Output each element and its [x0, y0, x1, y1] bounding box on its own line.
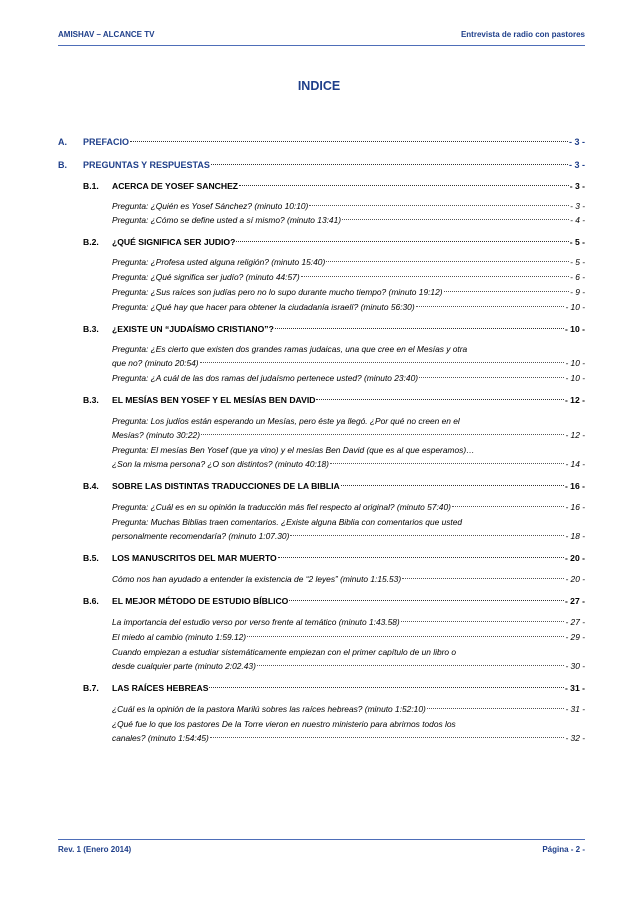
page-number: - 12 -	[564, 395, 585, 405]
toc-subsection[interactable]	[58, 394, 585, 406]
entry-text: canales? (minuto 1:54:45)	[112, 733, 209, 743]
page-number: - 3 -	[570, 201, 585, 211]
dot-leader	[416, 306, 565, 307]
toc-entry[interactable]	[58, 660, 585, 672]
entry-text: La importancia del estudio verso por verso frente al temático (minuto 1:43.58)	[112, 617, 400, 627]
toc-entry[interactable]	[58, 501, 585, 513]
toc-section[interactable]	[58, 136, 585, 148]
dot-leader	[444, 291, 570, 292]
page-number: - 27 -	[565, 617, 585, 627]
subsection-label: ACERCA DE YOSEF SANCHEZ	[112, 181, 239, 191]
entry-text-line: Pregunta: ¿Es cierto que existen dos grandes ramas judaicas, una que cree en el Mesías y otra	[112, 344, 468, 354]
entry-text: Pregunta: ¿A cuál de las dos ramas del judaísmo pertenece usted? (minuto 23:40)	[112, 373, 419, 383]
entry-text: Pregunta: ¿Profesa usted alguna religión? (minuto 15:40)	[112, 257, 326, 267]
subsection-label: EL MESÍAS BEN YOSEF Y EL MESÍAS BEN DAVID	[112, 395, 316, 405]
toc-subsection[interactable]	[58, 236, 585, 248]
table-of-contents	[58, 0, 585, 830]
page-number: - 12 -	[565, 430, 585, 440]
page-number: - 16 -	[564, 481, 585, 491]
page-number: - 20 -	[564, 553, 585, 563]
entry-text-line: Cuando empiezan a estudiar sistemáticamente empiezan con el primer capítulo de un libro o	[112, 647, 457, 657]
dot-leader	[275, 328, 564, 329]
dot-leader	[289, 600, 564, 601]
toc-entry[interactable]	[58, 458, 585, 470]
dot-leader	[341, 485, 564, 486]
page-number: - 14 -	[565, 459, 585, 469]
toc-entry[interactable]	[58, 200, 585, 212]
page-number: - 10 -	[564, 324, 585, 334]
subsection-number: B.2.	[83, 237, 99, 247]
entry-text-line: ¿Qué fue lo que los pastores De la Torre vieron en nuestro ministerio para abrirnos todos los	[112, 719, 456, 729]
subsection-number: B.5.	[83, 553, 99, 563]
subsection-number: B.7.	[83, 683, 99, 693]
dot-leader	[452, 506, 565, 507]
entry-text: Pregunta: ¿Qué hay que hacer para obtener la ciudadanía israelí? (minuto 56:30)	[112, 302, 415, 312]
toc-subsection[interactable]	[58, 323, 585, 335]
subsection-label: ¿EXISTE UN “JUDAÍSMO CRISTIANO”?	[112, 324, 274, 334]
toc-entry[interactable]	[58, 530, 585, 542]
page-number: - 10 -	[565, 302, 585, 312]
footer-page-number: Página - 2 -	[542, 845, 585, 854]
header-right: Entrevista de radio con pastores	[460, 30, 585, 39]
dot-leader	[247, 636, 564, 637]
dot-leader	[257, 665, 565, 666]
page-footer	[58, 839, 585, 854]
section-label: PREFACIO	[83, 137, 130, 147]
entry-text-line: Pregunta: El mesías Ben Yosef (que ya vino) y el mesías Ben David (que es al que esperamos)…	[112, 445, 475, 455]
toc-entry[interactable]	[58, 256, 585, 268]
entry-text: que no? (minuto 20:54)	[112, 358, 199, 368]
page-number: - 20 -	[565, 574, 585, 584]
dot-leader	[209, 687, 563, 688]
entry-text: Pregunta: ¿Cuál es en su opinión la traducción más fiel respecto al original? (minuto 57:40)	[112, 502, 451, 512]
dot-leader	[290, 535, 564, 536]
dot-leader	[419, 377, 564, 378]
page-number: - 3 -	[569, 181, 585, 191]
toc-subsection[interactable]	[58, 552, 585, 564]
dot-leader	[326, 261, 569, 262]
toc-entry[interactable]	[58, 372, 585, 384]
page-number: - 29 -	[565, 632, 585, 642]
page-number: - 32 -	[565, 733, 585, 743]
toc-entry[interactable]	[58, 703, 585, 715]
subsection-label: LAS RAÍCES HEBREAS	[112, 683, 209, 693]
entry-text: El miedo al cambio (minuto 1:59.12)	[112, 632, 247, 642]
section-number: A.	[58, 137, 67, 147]
dot-leader	[210, 737, 565, 738]
dot-leader	[342, 219, 569, 220]
page-number: - 4 -	[570, 215, 585, 225]
toc-entry[interactable]	[58, 631, 585, 643]
dot-leader	[200, 362, 565, 363]
subsection-number: B.3.	[83, 324, 99, 334]
subsection-label: SOBRE LAS DISTINTAS TRADUCCIONES DE LA BIBLIA	[112, 481, 340, 491]
entry-text: Mesías? (minuto 30:22)	[112, 430, 200, 440]
section-number: B.	[58, 160, 67, 170]
page-number: - 27 -	[564, 596, 585, 606]
toc-entry[interactable]	[58, 573, 585, 585]
dot-leader	[330, 463, 565, 464]
footer-revision: Rev. 1 (Enero 2014)	[58, 845, 132, 854]
subsection-number: B.4.	[83, 481, 99, 491]
toc-entry[interactable]	[58, 301, 585, 313]
page-number: - 6 -	[570, 272, 585, 282]
page-number: - 10 -	[565, 358, 585, 368]
header-left: AMISHAV – ALCANCE TV	[58, 30, 155, 39]
dot-leader	[239, 185, 569, 186]
page-number: - 31 -	[565, 704, 585, 714]
entry-text: Pregunta: ¿Quién es Yosef Sánchez? (minuto 10:10)	[112, 201, 309, 211]
toc-entry[interactable]	[58, 732, 585, 744]
toc-subsection[interactable]	[58, 180, 585, 192]
toc-entry[interactable]	[58, 357, 585, 369]
subsection-label: LOS MANUSCRITOS DEL MAR MUERTO	[112, 553, 277, 563]
entry-text: Pregunta: ¿Sus raíces son judías pero no lo supo durante mucho tiempo? (minuto 19:12)	[112, 287, 443, 297]
toc-subsection[interactable]	[58, 480, 585, 492]
entry-text: ¿Cuál es la opinión de la pastora Marilú sobres las raíces hebreas? (minuto 1:52:10)	[112, 704, 426, 714]
page-number: - 3 -	[568, 160, 585, 170]
toc-subsection[interactable]	[58, 595, 585, 607]
entry-text: Pregunta: ¿Qué significa ser judío? (minuto 44:57)	[112, 272, 300, 282]
dot-leader	[236, 241, 568, 242]
toc-entry[interactable]	[58, 286, 585, 298]
entry-text: Pregunta: ¿Cómo se define usted a sí mismo? (minuto 13:41)	[112, 215, 342, 225]
subsection-label: EL MEJOR MÉTODO DE ESTUDIO BÍBLICO	[112, 596, 289, 606]
subsection-label: ¿QUÉ SIGNIFICA SER JUDIO?	[112, 237, 236, 247]
page-number: - 3 -	[568, 137, 585, 147]
dot-leader	[301, 276, 570, 277]
page-number: - 5 -	[569, 237, 585, 247]
entry-text: Cómo nos han ayudado a entender la existencia de “2 leyes” (minuto 1:15.53)	[112, 574, 402, 584]
entry-text: ¿Son la misma persona? ¿O son distintos? (minuto 40:18)	[112, 459, 329, 469]
entry-text-line: Pregunta: Muchas Biblias traen comentarios. ¿Existe alguna Biblia con comentarios que usted	[112, 517, 463, 527]
toc-subsection[interactable]	[58, 682, 585, 694]
page-number: - 18 -	[565, 531, 585, 541]
dot-leader	[211, 164, 568, 165]
page-number: - 5 -	[570, 257, 585, 267]
toc-section[interactable]	[58, 159, 585, 171]
page-number: - 9 -	[570, 287, 585, 297]
section-label: PREGUNTAS Y RESPUESTAS	[83, 160, 210, 170]
dot-leader	[309, 205, 569, 206]
dot-leader	[316, 399, 564, 400]
dot-leader	[201, 434, 564, 435]
subsection-number: B.3.	[83, 395, 99, 405]
entry-text: personalmente recomendaría? (minuto 1:07.30)	[112, 531, 290, 541]
dot-leader	[130, 141, 568, 142]
toc-entry[interactable]	[58, 214, 585, 226]
toc-entry[interactable]	[58, 429, 585, 441]
toc-entry[interactable]	[58, 271, 585, 283]
dot-leader	[427, 708, 565, 709]
page-number: - 16 -	[565, 502, 585, 512]
dot-leader	[401, 621, 565, 622]
toc-entry[interactable]	[58, 616, 585, 628]
dot-leader	[402, 578, 564, 579]
page-number: - 30 -	[565, 661, 585, 671]
subsection-number: B.6.	[83, 596, 99, 606]
subsection-number: B.1.	[83, 181, 99, 191]
page-number: - 31 -	[564, 683, 585, 693]
page-title: INDICE	[297, 79, 341, 93]
entry-text-line: Pregunta: Los judíos están esperando un Mesías, pero éste ya llegó. ¿Por qué no creen en el	[112, 416, 460, 426]
dot-leader	[278, 557, 564, 558]
entry-text: desde cualquier parte (minuto 2:02.43)	[112, 661, 256, 671]
page-number: - 10 -	[565, 373, 585, 383]
